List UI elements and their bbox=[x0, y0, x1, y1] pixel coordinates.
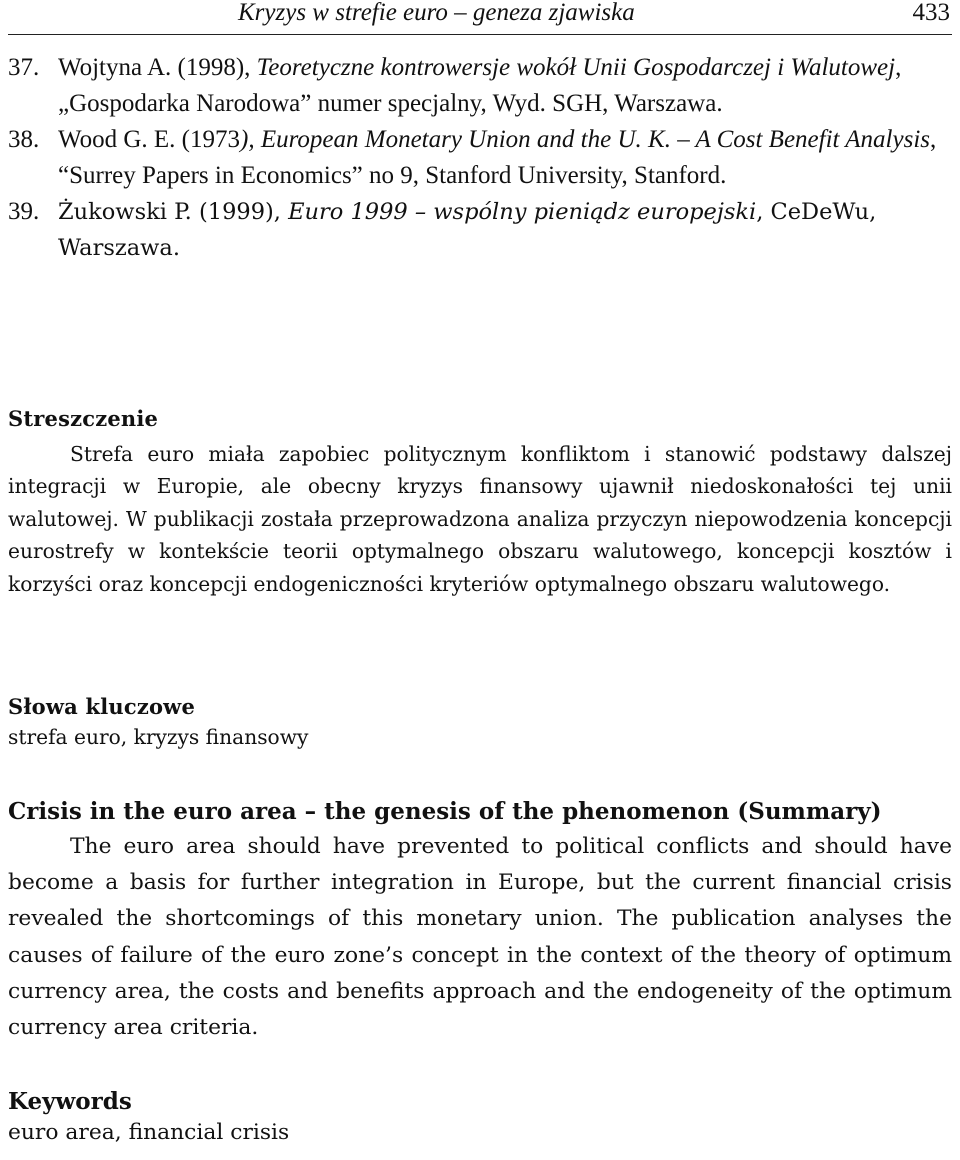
reference-work-title: Euro 1999 – wspólny pieniądz europejski bbox=[288, 199, 757, 225]
keywords-heading: Keywords bbox=[8, 1088, 132, 1115]
reference-number: 37. bbox=[8, 54, 40, 81]
reference-item bbox=[8, 122, 952, 194]
reference-publication: , “Surrey Papers in Economics” no 9, Stanford University, Stanford. bbox=[58, 126, 937, 189]
page-number: 433 bbox=[912, 0, 950, 26]
reference-authors: Wojtyna A. (1998), bbox=[58, 54, 257, 81]
reference-publication: , „Gospodarka Narodowa” numer specjalny, Wyd. SGH, Warszawa. bbox=[58, 54, 902, 117]
summary-text: The euro area should have prevented to political conflicts and should have become a basis for further integration in Europe, but the current financial crisis revealed the shortcomings of this monetary union. The publication analyses the causes of failure of the euro zone’s concept in the context of the theory of optimum currency area, the costs and benefits approach and the endogeneity of the optimum currency area criteria. bbox=[8, 834, 952, 1041]
running-header bbox=[8, 0, 952, 35]
reference-item bbox=[8, 50, 952, 122]
streszczenie-text: Strefa euro miała zapobiec politycznym konfliktom i stanowić podstawy dalszej integracji w Europie, ale obecny kryzys finansowy ujawnił niedoskonałości tej unii walutowej. W publikacji została przeprowadzona analiza przyczyn niepowodzenia koncepcji eurostrefy w kontekście teorii optymalnego obszaru walutowego, koncepcji kosztów i korzyści oraz koncepcji endogeniczności kryteriów optymalnego obszaru walutowego. bbox=[8, 442, 952, 596]
slowa-kluczowe-section bbox=[8, 694, 952, 753]
reference-work-title: Teoretyczne kontrowersje wokół Unii Gospodarczej i Walutowej bbox=[256, 54, 896, 81]
reference-number: 38. bbox=[8, 126, 40, 153]
reference-text bbox=[58, 198, 876, 261]
reference-list bbox=[8, 50, 952, 266]
running-title: Kryzys w strefie euro – geneza zjawiska bbox=[238, 0, 635, 26]
reference-text bbox=[58, 54, 901, 117]
reference-authors: Żukowski P. (1999), bbox=[58, 199, 289, 225]
streszczenie-section bbox=[8, 406, 952, 600]
summary-heading: Crisis in the euro area – the genesis of the phenomenon (Summary) bbox=[8, 798, 882, 825]
reference-publication: , CeDeWu, Warszawa. bbox=[58, 199, 877, 261]
summary-section bbox=[8, 798, 952, 1046]
slowa-kluczowe-heading: Słowa kluczowe bbox=[8, 694, 196, 719]
reference-number: 39. bbox=[8, 198, 40, 225]
reference-text bbox=[58, 126, 936, 189]
streszczenie-heading: Streszczenie bbox=[8, 406, 159, 431]
reference-authors: Wood G. E. (1973 bbox=[58, 126, 240, 153]
slowa-kluczowe-text: strefa euro, kryzys finansowy bbox=[8, 725, 309, 749]
keywords-text: euro area, financial crisis bbox=[8, 1120, 290, 1145]
keywords-section bbox=[8, 1088, 952, 1151]
reference-work-title: ), European Monetary Union and the U. K. – A Cost Benefit Analysis bbox=[240, 126, 930, 153]
reference-item bbox=[8, 194, 952, 266]
